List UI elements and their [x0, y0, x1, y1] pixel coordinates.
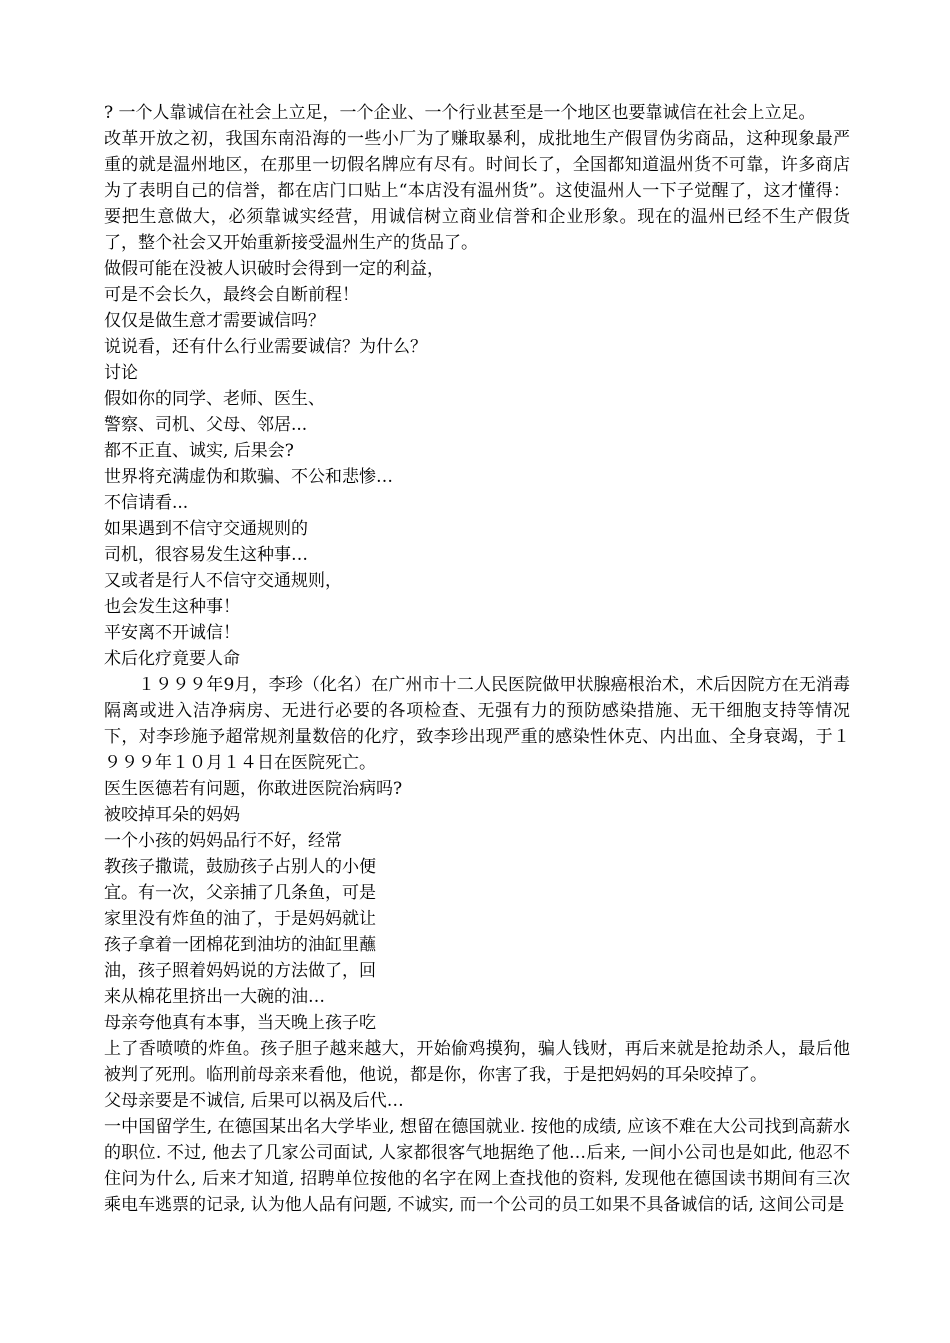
story-ending-paragraph: 上了香喷喷的炸鱼。孩子胆子越来越大，开始偷鸡摸狗，骗人钱财，再后来就是抢劫杀人，最后他被判了死刑。临刑前母亲来看他，他说，都是你，你害了我，于是把妈妈的耳朵咬掉了。: [104, 1039, 850, 1085]
text-line: 都不正直、诚实, 后果会?: [104, 441, 294, 461]
wenzhou-paragraph: 改革开放之初，我国东南沿海的一些小厂为了赚取暴利，成批地生产假冒伪劣商品，这种现象最严重的就是温州地区，在那里一切假名牌应有尽有。时间长了，全国都知道温州货不可靠，许多商店为了表明自己的信誉，都在店门口贴上“本店没有温州货”。这使温州人一下子觉醒了，这才懂得：要把生意做大，必须靠诚实经营，用诚信树立商业信誉和企业形象。现在的温州已经不生产假货了，整个社会又开始重新接受温州生产的货品了。: [104, 129, 850, 253]
section-heading: 术后化疗竟要人命: [104, 649, 240, 669]
text-line: 假如你的同学、老师、医生、: [104, 389, 325, 409]
text-line: 警察、司机、父母、邻居...: [104, 415, 308, 435]
story-line: 一个小孩的妈妈品行不好，经常: [104, 831, 342, 851]
section-heading: 讨论: [104, 363, 138, 383]
intro-line: ? 一个人靠诚信在社会上立足，一个企业、一个行业甚至是一个地区也要靠诚信在社会上立足。: [104, 103, 816, 123]
text-line: 说说看，还有什么行业需要诚信？为什么？: [104, 337, 427, 357]
text-line: 父母亲要是不诚信, 后果可以祸及后代…: [104, 1091, 404, 1111]
story-line: 教孩子撒谎，鼓励孩子占别人的小便: [104, 857, 376, 877]
story-line: 母亲夸他真有本事，当天晚上孩子吃: [104, 1013, 376, 1033]
story-line: 孩子拿着一团棉花到油坊的油缸里蘸: [104, 935, 376, 955]
text-line: 医生医德若有问题，你敢进医院治病吗?: [104, 779, 403, 799]
document-page: [104, 100, 850, 1218]
story-line: 家里没有炸鱼的油了，于是妈妈就让: [104, 909, 376, 929]
text-line: 仅仅是做生意才需要诚信吗？: [104, 311, 325, 331]
text-line: 可是不会长久，最终会自断前程！: [104, 285, 359, 305]
text-line: 不信请看...: [104, 493, 189, 513]
text-line: 也会发生这种事！: [104, 597, 240, 617]
text-line: 世界将充满虚伪和欺骗、不公和悲惨…: [104, 467, 393, 487]
text-line: 又或者是行人不信守交通规则，: [104, 571, 342, 591]
text-line: 平安离不开诚信！: [104, 623, 240, 643]
hospital-paragraph: １９９９年9月，李珍（化名）在广州市十二人民医院做甲状腺癌根治术，术后因院方在无消毒隔离或进入洁净病房、无进行必要的各项检查、无强有力的预防感染措施、无干细胞支持等情况下，对李珍施予超常规剂量数倍的化疗，致李珍出现严重的感染性休克、内出血、全身衰竭，于１９９９年１０月１４日在医院死亡。: [104, 675, 850, 773]
text-line: 司机，很容易发生这种事…: [104, 545, 308, 565]
story-line: 来从棉花里挤出一大碗的油…: [104, 987, 325, 1007]
text-line: 如果遇到不信守交通规则的: [104, 519, 308, 539]
story-line: 宜。有一次，父亲捕了几条鱼，可是: [104, 883, 376, 903]
student-paragraph: 一中国留学生, 在德国某出名大学毕业, 想留在德国就业. 按他的成绩, 应该不难在大公司找到高薪水的职位. 不过, 他去了几家公司面试, 人家都很客气地据绝了他…后来, 一间小公司也是如此, 他忍不住问为什么, 后来才知道, 招聘单位按他的名字在网上查找他的资料, 发现他在德国读书期间有三次乘电车逃票的记录, 认为他人品有问题, 不诚实, 而一个公司的员工如果不具备诚信的话, 这间公司是: [104, 1117, 850, 1215]
story-line: 油，孩子照着妈妈说的方法做了，回: [104, 961, 376, 981]
text-line: 做假可能在没被人识破时会得到一定的利益，: [104, 259, 444, 279]
section-heading: 被咬掉耳朵的妈妈: [104, 805, 240, 825]
